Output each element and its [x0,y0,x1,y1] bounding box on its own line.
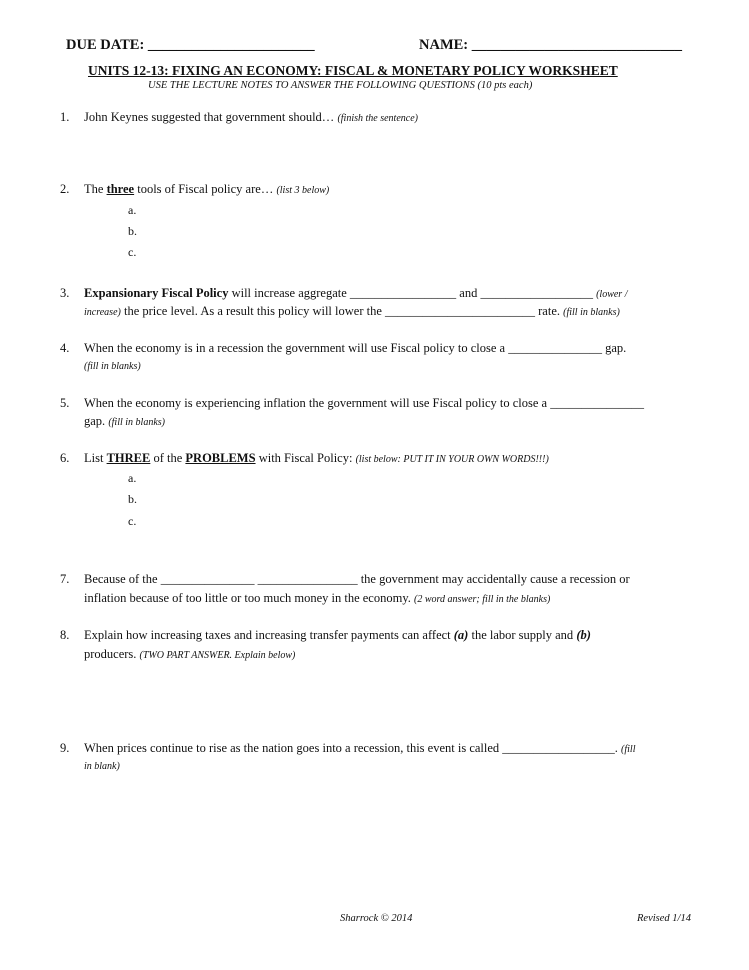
question-2-item-b: b. [128,224,137,238]
question-8-text: Explain how increasing taxes and increasing transfer payments can affect (a) the labor supply and (b) [84,628,591,642]
question-5 [60,396,644,411]
question-2-hint: (list 3 below) [276,185,330,196]
question-6-item-c: c. [128,514,137,528]
question-2-item-c: c. [128,245,137,259]
question-5-line-2: gap. (fill in blanks) [84,414,165,428]
question-1 [60,110,418,125]
question-6-item-b: b. [128,492,137,506]
question-number: 5. [60,396,70,410]
question-1-text: John Keynes suggested that government should… (finish the sentence) [84,110,418,124]
question-7 [60,572,630,587]
question-3-line-2: increase) the price level. As a result this policy will lower the ________________________ rate. (fill in blanks) [84,304,620,318]
question-9-hint: in blank) [84,761,120,772]
question-4 [60,341,627,356]
question-4-hint: (fill in blanks) [84,361,141,372]
question-9 [60,741,636,756]
question-number: 3. [60,286,70,300]
question-8-line-2: producers. (TWO PART ANSWER. Explain below) [84,647,296,661]
footer-author: Sharrock © 2014 [340,913,413,924]
question-4-text: When the economy is in a recession the government will use Fiscal policy to close a _______________ gap. [84,341,627,355]
question-2-item-a: a. [128,203,137,217]
question-number: 8. [60,628,70,642]
footer-revised: Revised 1/14 [637,913,691,924]
question-8 [60,628,591,643]
question-number: 2. [60,182,70,196]
question-number: 4. [60,341,70,355]
question-7-text: Because of the _______________ ________________ the government may accidentally cause a recession or [84,572,630,586]
question-2 [60,182,330,197]
question-2-text: The three tools of Fiscal policy are… (list 3 below) [84,182,330,196]
question-6-item-a: a. [128,471,137,485]
question-number: 6. [60,451,70,465]
question-3 [60,286,628,301]
due-date-field: DUE DATE: _______________________ [66,37,315,53]
question-1-hint: (finish the sentence) [337,113,418,124]
worksheet-subtitle: USE THE LECTURE NOTES TO ANSWER THE FOLLOWING QUESTIONS (10 pts each) [148,80,533,91]
question-number: 9. [60,741,70,755]
question-6 [60,451,549,466]
question-5-text: When the economy is experiencing inflation the government will use Fiscal policy to close a _______________ [84,396,644,410]
question-6-text: List THREE of the PROBLEMS with Fiscal Policy: (list below: PUT IT IN YOUR OWN WORDS!!!) [84,451,549,465]
question-6-hint: (list below: PUT IT IN YOUR OWN WORDS!!!) [355,454,549,465]
question-7-line-2: inflation because of too little or too much money in the economy. (2 word answer; fill in the blanks) [84,591,551,605]
question-number: 1. [60,110,70,124]
question-number: 7. [60,572,70,586]
question-9-text: When prices continue to rise as the nation goes into a recession, this event is called __________________. (fill [84,741,636,755]
worksheet-title: UNITS 12-13: FIXING AN ECONOMY: FISCAL & MONETARY POLICY WORKSHEET [88,63,618,78]
name-field: NAME: _____________________________ [419,37,683,53]
question-3-text: Expansionary Fiscal Policy will increase aggregate _________________ and __________________ (lower / [84,286,628,300]
